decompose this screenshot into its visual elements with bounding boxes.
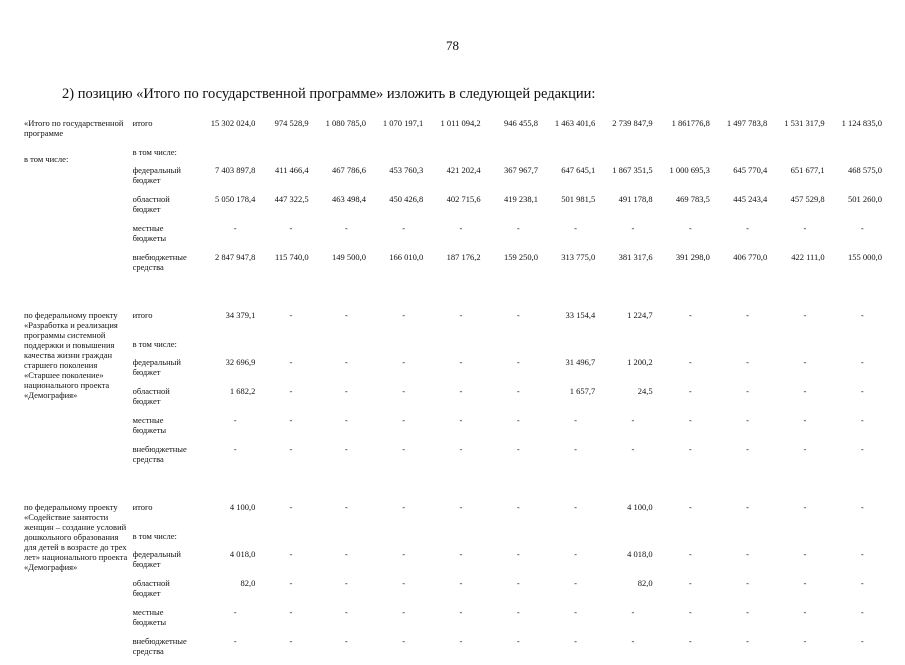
row-label: итого — [132, 310, 153, 320]
value-cell: 34 379,1 — [225, 310, 256, 320]
value-cell — [767, 531, 824, 549]
value-cell: - — [803, 386, 807, 396]
value-cell: 381 317,6 — [618, 252, 653, 262]
value-cell: 1 657,7 — [569, 386, 596, 396]
value-cell: 313 775,0 — [561, 252, 596, 262]
value-cell: - — [516, 549, 520, 559]
value-cell: - — [344, 444, 348, 454]
value-cell: - — [860, 502, 864, 512]
row-label: федеральный бюджет — [132, 165, 181, 185]
row-label: областной бюджет — [132, 578, 170, 598]
value-cell: - — [803, 636, 807, 646]
table-row — [24, 502, 882, 531]
value-cell — [767, 147, 824, 165]
value-cell: 4 100,0 — [627, 502, 653, 512]
row-label: областной бюджет — [132, 194, 170, 214]
row-label: в том числе: — [132, 531, 177, 541]
value-cell: - — [746, 549, 749, 559]
project-name: по федеральному проекту «Разработка и реализация программы системной поддержки и повышения качества жизни граждан старшего поколения «Старшее поколение» национального проекта «Демография» — [24, 310, 118, 400]
value-cell: - — [289, 357, 293, 367]
value-cell: 974 528,9 — [274, 118, 309, 128]
value-cell: 2 739 847,9 — [612, 118, 653, 128]
block-spacer — [24, 281, 882, 310]
value-cell: - — [289, 223, 293, 233]
page-number: 78 — [446, 38, 459, 53]
table-row — [24, 118, 882, 147]
value-cell — [197, 531, 255, 549]
value-cell: - — [860, 415, 864, 425]
value-cell: - — [289, 607, 293, 617]
value-cell: - — [516, 444, 520, 454]
row-label: в том числе: — [132, 339, 177, 349]
value-cell: - — [459, 357, 463, 367]
value-cell: 422 111,0 — [791, 252, 825, 262]
value-cell: - — [860, 636, 864, 646]
value-cell: - — [344, 636, 348, 646]
value-cell: - — [860, 223, 864, 233]
value-cell: - — [289, 578, 293, 588]
value-cell — [309, 147, 366, 165]
value-cell: - — [344, 357, 348, 367]
value-cell: - — [459, 310, 463, 320]
value-cell: - — [459, 223, 463, 233]
value-cell — [366, 147, 423, 165]
value-cell: - — [516, 502, 520, 512]
value-cell: - — [688, 578, 692, 588]
value-cell: 149 500,0 — [331, 252, 366, 262]
value-cell: 1 861776,8 — [671, 118, 710, 128]
value-cell: - — [289, 549, 293, 559]
value-cell — [825, 531, 882, 549]
value-cell: - — [516, 636, 520, 646]
value-cell: - — [860, 578, 864, 588]
value-cell — [825, 339, 882, 357]
value-cell: - — [860, 549, 864, 559]
value-cell — [710, 531, 767, 549]
value-cell — [366, 339, 423, 357]
value-cell: - — [344, 223, 348, 233]
value-cell: - — [746, 415, 749, 425]
value-cell: - — [402, 310, 406, 320]
value-cell: - — [459, 415, 463, 425]
value-cell: 31 496,7 — [565, 357, 596, 367]
value-cell: 5 050 178,4 — [214, 194, 256, 204]
value-cell: - — [402, 607, 406, 617]
value-cell: 1 080 785,0 — [325, 118, 366, 128]
value-cell — [423, 147, 480, 165]
value-cell: - — [344, 578, 348, 588]
value-cell — [423, 339, 480, 357]
table-row — [24, 339, 882, 357]
value-cell: 7 403 897,8 — [214, 165, 256, 175]
value-cell — [423, 531, 480, 549]
value-cell — [197, 147, 255, 165]
row-label: местные бюджеты — [132, 415, 167, 435]
value-cell: - — [516, 386, 520, 396]
value-cell: - — [746, 444, 749, 454]
value-cell: 457 529,8 — [790, 194, 825, 204]
table-row — [24, 194, 882, 223]
value-cell: 469 783,5 — [675, 194, 710, 204]
value-cell — [710, 147, 767, 165]
value-cell: - — [746, 310, 749, 320]
value-cell — [255, 531, 308, 549]
project-name: «Итого по государственной программе — [24, 118, 124, 138]
value-cell — [825, 147, 882, 165]
value-cell: - — [803, 310, 807, 320]
value-cell: - — [289, 415, 293, 425]
value-cell: 155 000,0 — [848, 252, 882, 262]
value-cell: 1 224,7 — [627, 310, 653, 320]
table-row — [24, 578, 882, 607]
value-cell — [653, 531, 710, 549]
value-cell: 1 070 197,1 — [382, 118, 424, 128]
value-cell — [595, 531, 652, 549]
value-cell: 645 770,4 — [733, 165, 768, 175]
project-name-note: в том числе: — [24, 154, 69, 164]
value-cell: - — [803, 415, 807, 425]
value-cell: - — [574, 223, 578, 233]
value-cell: 453 760,3 — [389, 165, 424, 175]
value-cell: - — [688, 357, 692, 367]
value-cell: - — [631, 223, 635, 233]
value-cell: 115 740,0 — [274, 252, 309, 262]
value-cell: - — [459, 502, 463, 512]
project-name-cell — [24, 118, 129, 281]
value-cell: - — [344, 502, 348, 512]
row-label: областной бюджет — [132, 386, 170, 406]
value-cell — [309, 339, 366, 357]
value-cell: 421 202,4 — [446, 165, 481, 175]
value-cell — [481, 339, 538, 357]
value-cell: - — [574, 578, 578, 588]
value-cell: - — [574, 415, 578, 425]
value-cell: - — [233, 444, 237, 454]
value-cell: - — [860, 444, 864, 454]
value-cell: - — [688, 386, 692, 396]
value-cell: - — [746, 636, 749, 646]
value-cell: 166 010,0 — [389, 252, 424, 262]
value-cell: - — [289, 502, 293, 512]
value-cell: 501 981,5 — [561, 194, 596, 204]
value-cell — [481, 147, 538, 165]
value-cell: - — [860, 357, 864, 367]
value-cell: 411 466,4 — [274, 165, 309, 175]
value-cell: 367 967,7 — [503, 165, 538, 175]
value-cell: 4 018,0 — [229, 549, 256, 559]
value-cell: 32 696,9 — [225, 357, 256, 367]
budget-table — [24, 118, 882, 665]
value-cell: - — [344, 310, 348, 320]
table-row — [24, 310, 882, 339]
table-row — [24, 549, 882, 578]
value-cell: 463 498,4 — [331, 194, 366, 204]
value-cell: - — [631, 636, 635, 646]
table-row — [24, 607, 882, 636]
value-cell: 1 497 783,8 — [726, 118, 768, 128]
row-label: местные бюджеты — [132, 223, 167, 243]
table-row — [24, 415, 882, 444]
value-cell: - — [402, 386, 406, 396]
value-cell — [255, 339, 308, 357]
project-name-cell — [24, 310, 129, 473]
value-cell: - — [803, 502, 807, 512]
table-row — [24, 252, 882, 281]
value-cell — [767, 339, 824, 357]
value-cell: - — [233, 415, 237, 425]
value-cell: - — [803, 223, 807, 233]
project-name-cell — [24, 502, 129, 665]
value-cell: - — [402, 444, 406, 454]
value-cell: - — [402, 357, 406, 367]
value-cell: 1 531 317,9 — [784, 118, 825, 128]
value-cell: 651 677,1 — [790, 165, 825, 175]
value-cell: 445 243,4 — [733, 194, 768, 204]
value-cell: - — [516, 357, 520, 367]
value-cell: 2 847 947,8 — [214, 252, 256, 262]
value-cell: - — [459, 386, 463, 396]
row-label: внебюджетные средства — [132, 252, 187, 272]
table-row — [24, 147, 882, 165]
value-cell: - — [233, 636, 237, 646]
value-cell: - — [516, 415, 520, 425]
value-cell: - — [344, 549, 348, 559]
table-row — [24, 636, 882, 665]
value-cell: - — [574, 444, 578, 454]
value-cell: 450 426,8 — [389, 194, 424, 204]
value-cell: 402 715,6 — [446, 194, 481, 204]
row-label: итого — [132, 118, 153, 128]
value-cell: 4 100,0 — [229, 502, 256, 512]
row-label: местные бюджеты — [132, 607, 167, 627]
value-cell: - — [574, 607, 578, 617]
value-cell — [595, 147, 652, 165]
value-cell: - — [746, 578, 749, 588]
value-cell — [710, 339, 767, 357]
value-cell: - — [688, 444, 692, 454]
value-cell: - — [688, 310, 692, 320]
value-cell: - — [344, 386, 348, 396]
value-cell: 1 011 094,2 — [440, 118, 481, 128]
value-cell — [538, 531, 595, 549]
value-cell: 33 154,4 — [565, 310, 596, 320]
value-cell: - — [459, 578, 463, 588]
value-cell: - — [631, 607, 635, 617]
value-cell: - — [746, 502, 749, 512]
value-cell: - — [402, 223, 406, 233]
value-cell — [197, 339, 255, 357]
value-cell: - — [289, 636, 293, 646]
value-cell: - — [459, 444, 463, 454]
value-cell: 406 770,0 — [733, 252, 768, 262]
value-cell: 1 867 351,5 — [612, 165, 653, 175]
value-cell: - — [688, 607, 692, 617]
value-cell: 491 178,8 — [618, 194, 653, 204]
value-cell: - — [803, 444, 807, 454]
value-cell — [653, 339, 710, 357]
value-cell: - — [516, 578, 520, 588]
value-cell: - — [860, 310, 864, 320]
value-cell — [366, 531, 423, 549]
row-label: внебюджетные средства — [132, 636, 187, 656]
value-cell: - — [233, 607, 237, 617]
value-cell: - — [516, 607, 520, 617]
value-cell: - — [803, 357, 807, 367]
value-cell: - — [402, 502, 406, 512]
table-row — [24, 223, 882, 252]
value-cell: - — [860, 607, 864, 617]
value-cell: - — [516, 223, 520, 233]
table-row — [24, 531, 882, 549]
block-spacer — [24, 473, 882, 502]
value-cell: - — [344, 415, 348, 425]
value-cell: 468 575,0 — [848, 165, 882, 175]
value-cell — [255, 147, 308, 165]
value-cell: - — [459, 607, 463, 617]
value-cell — [481, 531, 538, 549]
value-cell: 1 682,2 — [229, 386, 256, 396]
value-cell: - — [631, 444, 635, 454]
value-cell: - — [688, 549, 692, 559]
table-row — [24, 165, 882, 194]
value-cell: 447 322,5 — [274, 194, 309, 204]
value-cell: 1 000 695,3 — [669, 165, 710, 175]
value-cell: 1 200,2 — [627, 357, 653, 367]
value-cell: - — [459, 549, 463, 559]
row-label: федеральный бюджет — [132, 549, 181, 569]
value-cell: - — [289, 310, 293, 320]
value-cell: 1 124 835,0 — [841, 118, 882, 128]
row-label: в том числе: — [132, 147, 177, 157]
row-label: итого — [132, 502, 153, 512]
value-cell: - — [803, 549, 807, 559]
value-cell: - — [688, 636, 692, 646]
value-cell: - — [688, 415, 692, 425]
value-cell: - — [688, 502, 692, 512]
value-cell: - — [746, 386, 749, 396]
value-cell: 1 463 401,6 — [554, 118, 596, 128]
value-cell: - — [746, 357, 749, 367]
intro-paragraph: 2) позицию «Итого по государственной программе» изложить в следующей редакции: — [62, 86, 596, 102]
value-cell: - — [402, 415, 406, 425]
value-cell — [653, 147, 710, 165]
value-cell: 15 302 024,0 — [210, 118, 256, 128]
value-cell: 159 250,0 — [503, 252, 538, 262]
value-cell: 647 645,1 — [561, 165, 596, 175]
value-cell: - — [631, 415, 635, 425]
value-cell: - — [574, 636, 578, 646]
table-row — [24, 357, 882, 386]
project-name: по федеральному проекту «Содействие занятости женщин – создание условий дошкольного образования для детей в возрасте до трех лет» национального проекта «Демография» — [24, 502, 128, 572]
value-cell: 187 176,2 — [446, 252, 481, 262]
value-cell: - — [688, 223, 692, 233]
value-cell — [538, 339, 595, 357]
table-row — [24, 386, 882, 415]
value-cell: - — [860, 386, 864, 396]
value-cell: - — [516, 310, 520, 320]
value-cell: - — [289, 386, 293, 396]
value-cell: 82,0 — [637, 578, 653, 588]
value-cell: - — [746, 607, 749, 617]
value-cell: 946 455,8 — [503, 118, 538, 128]
table-row — [24, 444, 882, 473]
value-cell: - — [746, 223, 749, 233]
value-cell: 24,5 — [637, 386, 653, 396]
value-cell: 467 786,6 — [331, 165, 366, 175]
value-cell: - — [402, 636, 406, 646]
value-cell — [538, 147, 595, 165]
value-cell: - — [402, 549, 406, 559]
value-cell: - — [803, 578, 807, 588]
value-cell: - — [574, 502, 578, 512]
value-cell: - — [574, 549, 578, 559]
value-cell: - — [344, 607, 348, 617]
value-cell — [309, 531, 366, 549]
row-label: федеральный бюджет — [132, 357, 181, 377]
value-cell: - — [233, 223, 237, 233]
value-cell: - — [402, 578, 406, 588]
value-cell: 501 260,0 — [848, 194, 882, 204]
value-cell — [595, 339, 652, 357]
row-label: внебюджетные средства — [132, 444, 187, 464]
value-cell: 391 298,0 — [675, 252, 710, 262]
value-cell: 419 238,1 — [503, 194, 538, 204]
value-cell: 4 018,0 — [627, 549, 653, 559]
value-cell: - — [289, 444, 293, 454]
value-cell: - — [459, 636, 463, 646]
value-cell: 82,0 — [240, 578, 256, 588]
value-cell: - — [803, 607, 807, 617]
